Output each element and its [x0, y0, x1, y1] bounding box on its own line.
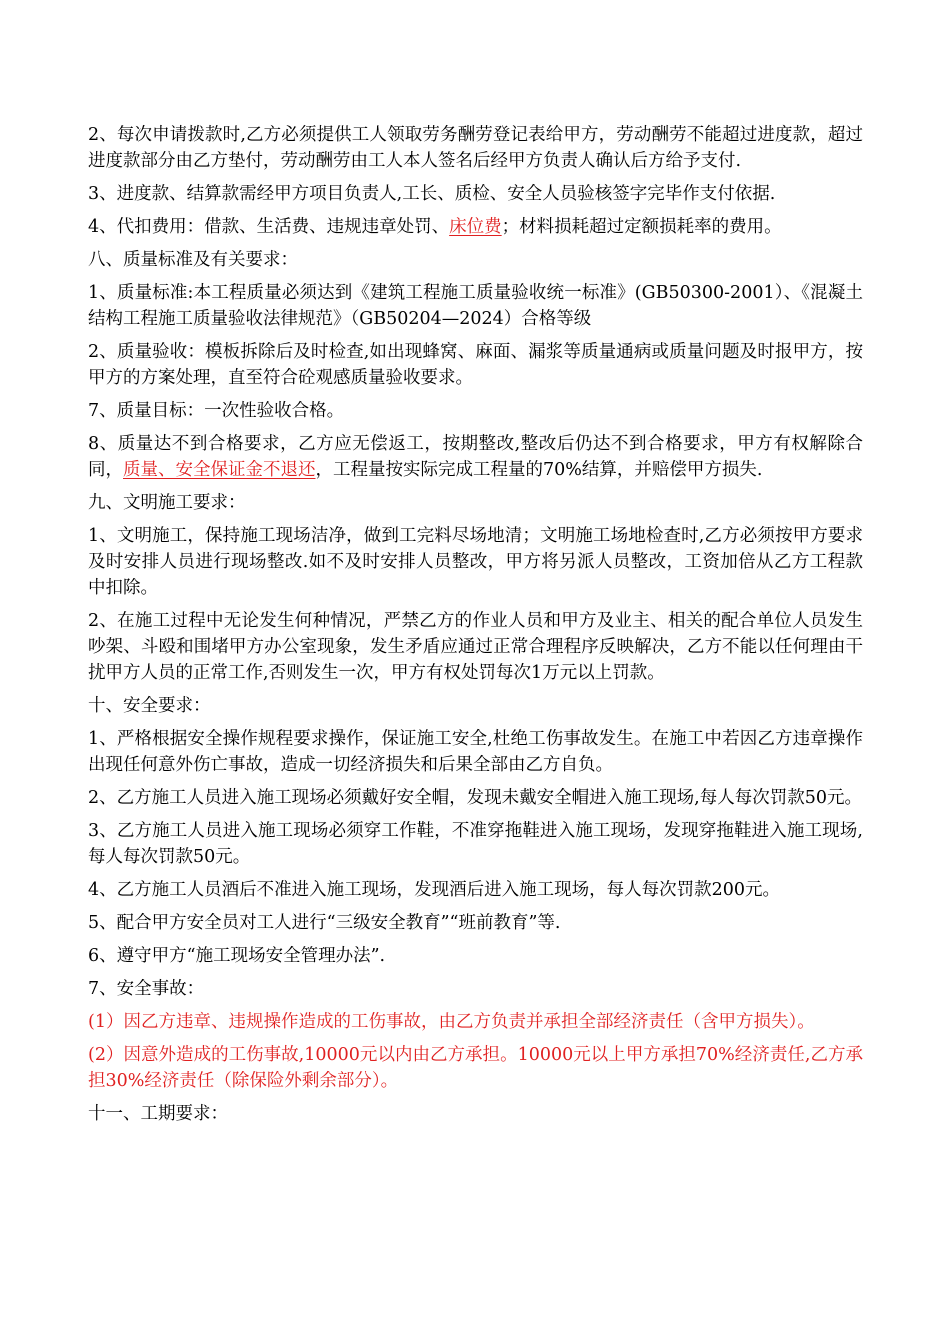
- quality-failure-text-end: ，工程量按实际完成工程量的70%结算，并赔偿甲方损失.: [315, 460, 763, 480]
- deposit-not-refunded-highlight: 质量、安全保证金不退还: [123, 460, 316, 480]
- clause-deductions: [88, 214, 863, 240]
- clause-safety-accident: 7、安全事故：: [88, 979, 205, 999]
- clause-safety-operation: 1、严格根据安全操作规程要求操作，保证施工安全,杜绝工伤事故发生。在施工中若因乙方违章操作出现任何意外伤亡事故，造成一切经济损失和后果全部由乙方自负。: [88, 729, 863, 775]
- deductions-text-end: ；材料损耗超过定额损耗率的费用。: [501, 217, 782, 237]
- section-heading-quality: 八、质量标准及有关要求：: [88, 250, 298, 270]
- clause-quality-acceptance: 2、质量验收：模板拆除后及时检查,如出现蜂窝、麻面、漏浆等质量通病或质量问题及时报甲方，按甲方的方案处理，直至符合砼观感质量验收要求。: [88, 342, 863, 388]
- clause-work-shoes: 3、乙方施工人员进入施工现场必须穿工作鞋，不准穿拖鞋进入施工现场，发现穿拖鞋进入施工现场,每人每次罚款50元。: [88, 821, 863, 867]
- clause-quality-target: 7、质量目标：一次性验收合格。: [88, 401, 345, 421]
- clause-site-cleanliness: 1、文明施工，保持施工现场洁净，做到工完料尽场地清；文明施工场地检查时,乙方必须按甲方要求及时安排人员进行现场整改.如不及时安排人员整改，甲方将另派人员整改，工资加倍从乙方工程款中扣除。: [88, 526, 863, 598]
- bed-fee-highlight: 床位费: [449, 217, 502, 237]
- section-heading-civilized-construction: 九、文明施工要求：: [88, 493, 246, 513]
- clause-safety-education: 5、配合甲方安全员对工人进行“三级安全教育”“班前教育”等.: [88, 913, 561, 933]
- document-page: [88, 122, 863, 1134]
- clause-safety-management: 6、遵守甲方“施工现场安全管理办法”.: [88, 946, 386, 966]
- clause-quality-failure: [88, 431, 863, 483]
- quality-failure-text-start: 8、质量达不到合格要求，乙方应无偿返工，按期整改,整改后仍达不到合格要求，甲方有权解除合同，: [88, 434, 863, 480]
- section-heading-safety: 十、安全要求：: [88, 696, 211, 716]
- clause-payment-basis: 3、进度款、结算款需经甲方项目负责人,工长、质检、安全人员验核签字完毕作支付依据.: [88, 184, 776, 204]
- clause-accident-unexpected: (2）因意外造成的工伤事故,10000元以内由乙方承担。10000元以上甲方承担70%经济责任,乙方承担30%经济责任（除保险外剩余部分）。: [88, 1045, 863, 1091]
- clause-no-alcohol: 4、乙方施工人员酒后不准进入施工现场，发现酒后进入施工现场，每人每次罚款200元。: [88, 880, 781, 900]
- clause-safety-helmet: 2、乙方施工人员进入施工现场必须戴好安全帽，发现未戴安全帽进入施工现场,每人每次罚款50元。: [88, 788, 862, 808]
- clause-payment-application: 2、每次申请拨款时,乙方必须提供工人领取劳务酬劳登记表给甲方，劳动酬劳不能超过进度款，超过进度款部分由乙方垫付，劳动酬劳由工人本人签名后经甲方负责人确认后方给予支付.: [88, 125, 863, 171]
- section-heading-schedule: 十一、工期要求：: [88, 1104, 228, 1124]
- deductions-text-start: 4、代扣费用：借款、生活费、违规违章处罚、: [88, 217, 450, 237]
- clause-quality-standard: 1、质量标准:本工程质量必须达到《建筑工程施工质量验收统一标准》(GB50300-2001）、《混凝土结构工程施工质量验收法律规范》（GB50204—2024）合格等级: [88, 283, 863, 329]
- clause-conduct: 2、在施工过程中无论发生何种情况，严禁乙方的作业人员和甲方及业主、相关的配合单位人员发生吵架、斗殴和围堵甲方办公室现象，发生矛盾应通过正常合理程序反映解决，乙方不能以任何理由干扰甲方人员的正常工作,否则发生一次，甲方有权处罚每次1万元以上罚款。: [88, 611, 863, 683]
- clause-accident-violation: (1）因乙方违章、违规操作造成的工伤事故，由乙方负责并承担全部经济责任（含甲方损失）。: [88, 1012, 815, 1032]
